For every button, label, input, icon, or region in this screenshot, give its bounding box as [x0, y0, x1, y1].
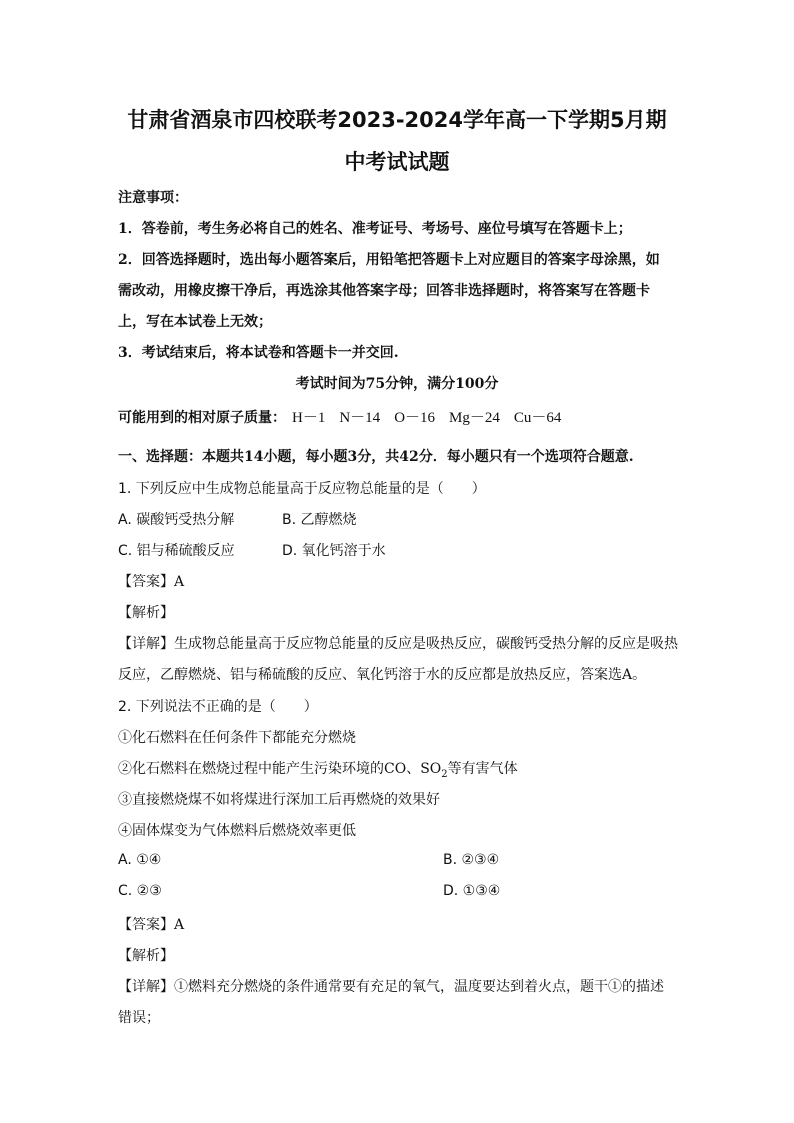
atomic-mass-values — [292, 410, 575, 426]
q2-statement-2-tail: 等有害气体 — [447, 761, 518, 777]
q1-detail-line2: 反应，乙醇燃烧、铝与稀硫酸的反应、氧化钙溶于水的反应都是放热反应，答案选A。 — [118, 667, 647, 683]
q1-stem: 1. 下列反应中生成物总能量高于反应物总能量的是（ ） — [118, 481, 486, 497]
atomic-n: N－14 — [339, 410, 381, 426]
notes-heading: 注意事项： — [118, 190, 188, 206]
q2-stem: 2. 下列说法不正确的是（ ） — [118, 699, 318, 715]
q2-analysis-label: 【解析】 — [118, 948, 174, 964]
q2-statement-2-text: ②化石燃料在燃烧过程中能产生污染环境的CO、SO — [118, 761, 442, 777]
document-title-line2: 中考试试题 — [344, 150, 450, 174]
atomic-mass-row — [118, 406, 575, 427]
note-1: 1．答卷前，考生务必将自己的姓名、准考证号、考场号、座位号填写在答题卡上； — [118, 221, 632, 237]
document-title-line1: 甘肃省酒泉市四校联考2023-2024学年高一下学期5月期 — [127, 108, 667, 132]
atomic-cu: Cu－64 — [513, 410, 562, 426]
q2-detail-line1: 【详解】①燃料充分燃烧的条件通常要有充足的氧气，温度要达到着火点，题干①的描述 — [118, 979, 664, 995]
q2-statement-3: ③直接燃烧煤不如将煤进行深加工后再燃烧的效果好 — [118, 792, 440, 808]
q2-statement-4: ④固体煤变为气体燃料后燃烧效率更低 — [118, 823, 356, 839]
q1-option-d: D. 氧化钙溶于水 — [282, 543, 386, 559]
q1-option-a: A. 碳酸钙受热分解 — [118, 512, 235, 528]
q2-answer: 【答案】A — [118, 917, 185, 933]
exam-time: 考试时间为75分钟，满分100分 — [295, 376, 499, 392]
atomic-o: O－16 — [394, 410, 436, 426]
q1-detail-line1: 【详解】生成物总能量高于反应物总能量的反应是吸热反应，碳酸钙受热分解的反应是吸热 — [118, 636, 678, 652]
q2-option-a: A. ①④ — [118, 852, 162, 868]
q1-answer: 【答案】A — [118, 574, 185, 590]
q2-statement-1: ①化石燃料在任何条件下都能充分燃烧 — [118, 730, 356, 746]
q1-analysis-label: 【解析】 — [118, 605, 174, 621]
atomic-mg: Mg－24 — [449, 410, 500, 426]
note-2-line2: 需改动，用橡皮擦干净后，再选涂其他答案字母；回答非选择题时，将答案写在答题卡 — [118, 283, 650, 299]
note-2-line3: 上，写在本试卷上无效； — [118, 314, 272, 330]
q2-option-c: C. ②③ — [118, 883, 162, 899]
section-heading: 一、选择题：本题共14小题，每小题3分，共42分．每小题只有一个选项符合题意. — [118, 449, 634, 465]
q1-option-c: C. 铝与稀硫酸反应 — [118, 543, 235, 559]
note-2-line1: 2．回答选择题时，选出每小题答案后，用铅笔把答题卡上对应题目的答案字母涂黑，如 — [118, 252, 660, 268]
q1-option-b: B. 乙醇燃烧 — [282, 512, 357, 528]
note-3: 3．考试结束后，将本试卷和答题卡一并交回. — [118, 345, 399, 361]
q2-statement-2 — [118, 758, 518, 780]
q2-detail-line2: 错误； — [118, 1010, 160, 1026]
q2-option-b: B. ②③④ — [443, 852, 500, 868]
q2-statement-2-subscript: 2 — [441, 768, 448, 780]
atomic-mass-label: 可能用到的相对原子质量： — [118, 410, 286, 426]
q2-option-d: D. ①③④ — [443, 883, 501, 899]
atomic-h: H－1 — [292, 410, 326, 426]
